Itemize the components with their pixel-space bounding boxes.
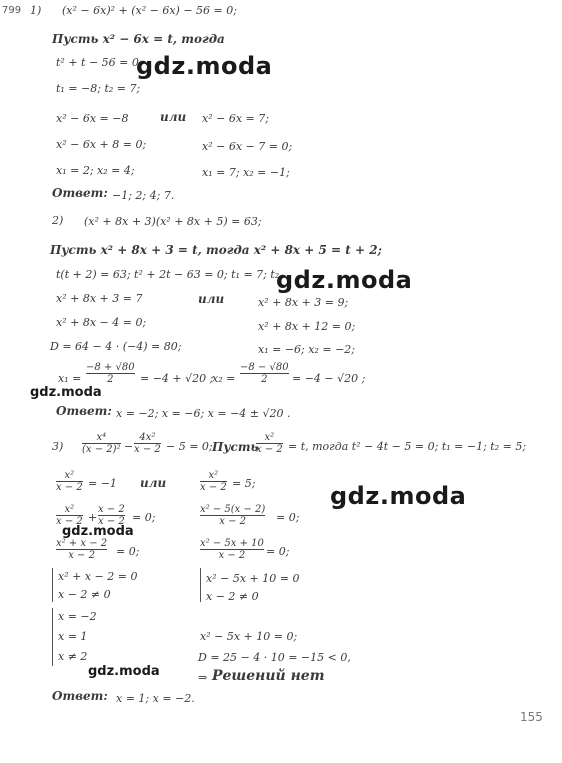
p3-right5-a: x² − 5x + 10 = 0;: [200, 630, 298, 643]
denominator: x − 2: [68, 550, 95, 561]
page-number: 155: [520, 710, 543, 724]
p3-left2-plus: +: [88, 511, 98, 524]
p3-right3-tail: = 0;: [266, 545, 290, 558]
numerator: x²: [64, 470, 75, 481]
p1-answer: −1; 2; 4; 7.: [112, 189, 175, 202]
watermark: gdz.moda: [276, 266, 413, 294]
p3-sub-label: Пусть: [212, 440, 259, 454]
p2-x2-fraction: [240, 362, 289, 385]
p3-right1-tail: = 5;: [232, 477, 256, 490]
p1-case-b2: x² − 6x − 7 = 0;: [202, 140, 293, 153]
p3-answer-label: Ответ:: [52, 689, 108, 703]
p2-substitution: Пусть x² + 8x + 3 = t, тогда x² + 8x + 5 = t + 2;: [50, 243, 382, 257]
p2-case-b2: x² + 8x + 12 = 0;: [258, 320, 356, 333]
p1-or: или: [160, 110, 187, 124]
watermark: gdz.moda: [88, 664, 160, 679]
p1-answer-label: Ответ:: [52, 186, 108, 200]
p1-quadratic: t² + t − 56 = 0;: [56, 56, 143, 69]
denominator: x − 2: [218, 550, 246, 561]
p3-left4-a: x² + x − 2 = 0: [58, 570, 138, 583]
p2-x1-rhs: = −4 + √20 ;: [140, 372, 214, 385]
numerator: x²: [208, 470, 219, 481]
p3-sub-fraction: [256, 432, 283, 455]
p2-x1-denominator: 2: [107, 374, 114, 385]
p3-right4-b: x − 2 ≠ 0: [206, 590, 259, 603]
p3-sub-tail: = t, тогда t² − 4t − 5 = 0; t₁ = −1; t₂ = 5;: [288, 440, 527, 453]
p1-equation: (x² − 6x)² + (x² − 6x) − 56 = 0;: [62, 4, 237, 17]
watermark: gdz.moda: [136, 52, 273, 80]
p3-eq-fraction-1: [82, 432, 121, 455]
system-brace: [52, 608, 53, 666]
p1-roots: t₁ = −8; t₂ = 7;: [56, 82, 141, 95]
p3-right2-fraction: [200, 504, 265, 527]
p2-quadratic: t(t + 2) = 63; t² + 2t − 63 = 0; t₁ = 7; t₂: [56, 268, 280, 281]
denominator: x − 2: [219, 516, 247, 527]
p3-eq-minus: −: [124, 440, 134, 453]
p3-left1-tail: = −1: [88, 477, 117, 490]
p3-right5-b: D = 25 − 4 · 10 = −15 < 0,: [198, 651, 351, 664]
p1-substitution: Пусть x² − 6x = t, тогда: [52, 32, 225, 46]
system-brace: [52, 568, 53, 602]
problem-number: 799: [2, 5, 22, 16]
denominator: x − 2: [56, 482, 83, 493]
p2-case-a2: x² + 8x − 4 = 0;: [56, 316, 147, 329]
p2-case-b1: x² + 8x + 3 = 9;: [258, 296, 349, 309]
p2-case-a1: x² + 8x + 3 = 7: [56, 292, 143, 305]
p3-left1-fraction: [56, 470, 83, 493]
p2-x2-lhs: x₂ =: [212, 372, 236, 385]
p2-answer-label: Ответ:: [56, 404, 112, 418]
denominator: x − 2: [200, 482, 227, 493]
p2-x1-lhs: x₁ =: [58, 372, 82, 385]
numerator: x − 2: [98, 504, 125, 515]
system-brace: [200, 568, 201, 602]
denominator: x − 2: [134, 444, 161, 455]
p2-x2-numerator: −8 − √80: [240, 362, 289, 373]
denominator: x − 2: [56, 516, 83, 527]
p2-x2-denominator: 2: [261, 374, 268, 385]
denominator: x − 2: [98, 516, 125, 527]
watermark: gdz.moda: [30, 385, 102, 400]
numerator: x²: [64, 504, 75, 515]
p3-left5-a: x = −2: [58, 610, 97, 623]
p1-case-b1: x² − 6x = 7;: [202, 112, 269, 125]
numerator: x² − 5x + 10: [200, 538, 264, 549]
p3-right4-a: x² − 5x + 10 = 0: [206, 572, 300, 585]
p3-right5-arrow: ⇒: [198, 671, 208, 684]
p3-left5-b: x = 1: [58, 630, 88, 643]
denominator: (x − 2)²: [82, 444, 121, 455]
p2-x1-numerator: −8 + √80: [86, 362, 135, 373]
p3-or: или: [140, 476, 167, 490]
p3-right5-no-solutions: Решений нет: [212, 668, 325, 684]
p1-case-a2: x² − 6x + 8 = 0;: [56, 138, 147, 151]
p2-case-b3: x₁ = −6; x₂ = −2;: [258, 343, 355, 356]
p2-equation: (x² + 8x + 3)(x² + 8x + 5) = 63;: [84, 215, 262, 228]
watermark: gdz.moda: [62, 524, 134, 539]
p2-or: или: [198, 292, 225, 306]
p3-eq-tail: − 5 = 0;: [166, 440, 213, 453]
numerator: x² − 5(x − 2): [200, 504, 266, 515]
p3-left3-fraction: [56, 538, 107, 561]
p1-label: 1): [30, 4, 42, 17]
p3-label: 3): [52, 440, 64, 453]
denominator: x − 2: [256, 444, 283, 455]
p3-left4-b: x − 2 ≠ 0: [58, 588, 111, 601]
numerator: 4x²: [139, 432, 156, 443]
numerator: x²: [264, 432, 275, 443]
watermark: gdz.moda: [330, 482, 467, 510]
p3-right1-fraction: [200, 470, 227, 493]
p2-x1-fraction: [86, 362, 135, 385]
p2-x2-rhs: = −4 − √20 ;: [292, 372, 366, 385]
p2-label: 2): [52, 214, 64, 227]
p3-right2-tail: = 0;: [276, 511, 300, 524]
p3-eq-fraction-2: [134, 432, 161, 455]
p1-case-b3: x₁ = 7; x₂ = −1;: [202, 166, 290, 179]
p3-left2-tail: = 0;: [132, 511, 156, 524]
p1-case-a1: x² − 6x = −8: [56, 112, 129, 125]
p3-right3-fraction: [200, 538, 264, 561]
p1-case-a3: x₁ = 2; x₂ = 4;: [56, 164, 135, 177]
numerator: x² + x − 2: [56, 538, 108, 549]
p2-discriminant: D = 64 − 4 · (−4) = 80;: [50, 340, 182, 353]
numerator: x⁴: [96, 432, 107, 443]
p3-left5-c: x ≠ 2: [58, 650, 88, 663]
p2-answer: x = −2; x = −6; x = −4 ± √20 .: [116, 407, 291, 420]
p3-left3-tail: = 0;: [116, 545, 140, 558]
p3-answer: x = 1; x = −2.: [116, 692, 195, 705]
